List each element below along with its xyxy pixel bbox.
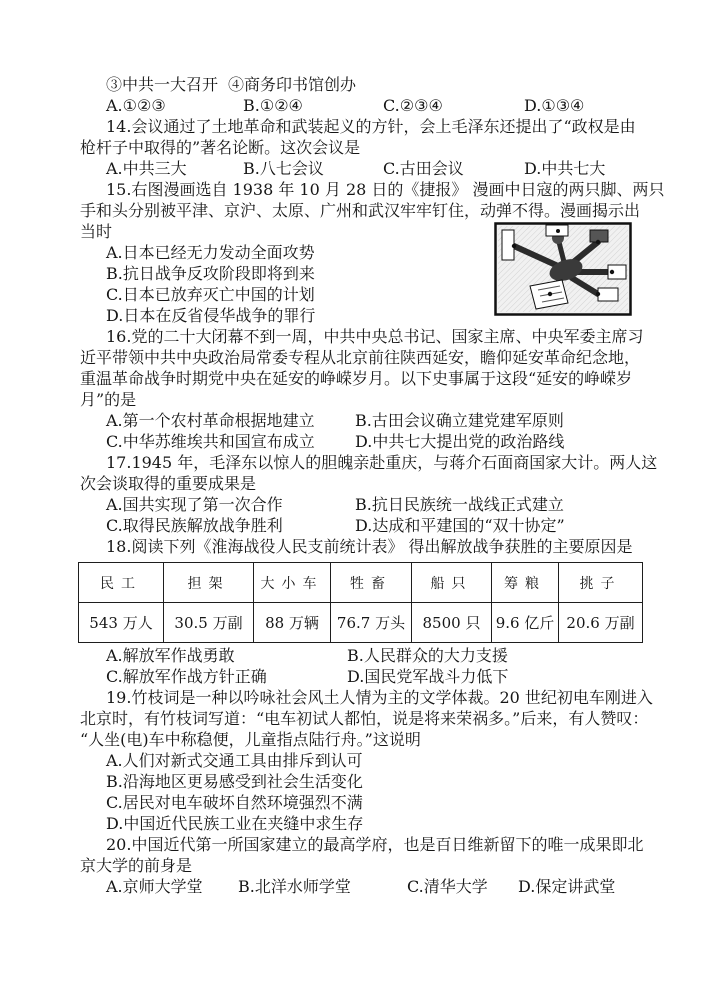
q18-option-b: B.人民群众的大力支援 xyxy=(347,646,508,665)
q16-stem-line-1 xyxy=(0,326,718,347)
q17-option-b: B.抗日民族统一战线正式建立 xyxy=(355,495,564,514)
q19-stem-text-3: “人坐(电)车中称稳便，儿童指点陆行舟。”这说明 xyxy=(80,730,421,749)
q13-option-a: A.①②③ xyxy=(106,96,166,115)
q13-option-c: C.②③④ xyxy=(383,96,443,115)
question-list xyxy=(0,74,718,897)
support-statistics-table-wrapper xyxy=(78,562,642,645)
table-row xyxy=(79,603,643,643)
table-header-cell: 民工 xyxy=(79,563,164,603)
q16-option-a: A.第一个农村革命根据地建立 xyxy=(106,411,315,430)
q19-stem-line-3 xyxy=(0,729,718,750)
q14-option-b: B.八七会议 xyxy=(243,159,324,178)
q19-option-a: A.人们对新式交通工具由排斥到认可 xyxy=(106,751,363,770)
q14-options xyxy=(0,158,718,179)
q19-option-d: D.中国近代民族工业在夹缝中求生存 xyxy=(106,814,364,833)
q15-stem-text-3: 当时 xyxy=(80,222,113,241)
q15-stem-text-2: 手和头分别被平津、京沪、太原、广州和武汉牢牢钉住，动弹不得。漫画揭示出 xyxy=(80,201,641,220)
q19-stem-text-1: 19.竹枝词是一种以吟咏社会风土人情为主的文学体裁。20 世纪初电车刚进入 xyxy=(106,688,653,707)
q14-stem-text-2: 枪杆子中取得的”著名论断。这次会议是 xyxy=(80,138,361,157)
q18-option-d: D.国民党军战斗力低下 xyxy=(347,667,509,686)
q15-stem-line-1 xyxy=(0,179,718,200)
q18-stem-line-1 xyxy=(0,536,718,557)
q20-option-d: D.保定讲武堂 xyxy=(518,877,616,896)
q20-options xyxy=(0,876,718,897)
q17-option-a: A.国共实现了第一次合作 xyxy=(106,495,283,514)
q15-option-b: B.抗日战争反攻阶段即将到来 xyxy=(106,264,315,283)
table-cell: 20.6 万副 xyxy=(559,603,643,643)
q16-stem-text-3: 重温革命战争时期党中央在延安的峥嵘岁月。以下史事属于这段“延安的峥嵘岁 xyxy=(80,369,633,388)
table-header-cell: 船只 xyxy=(412,563,492,603)
q17-stem-text-2: 次会谈取得的重要成果是 xyxy=(80,474,257,493)
q15-stem-line-2 xyxy=(0,200,718,221)
support-statistics-table xyxy=(78,562,643,643)
q19-stem-line-1 xyxy=(0,687,718,708)
q14-option-c: C.古田会议 xyxy=(383,159,464,178)
q20-option-b: B.北洋水师学堂 xyxy=(238,877,351,896)
q15-option-d: D.日本在反省侵华战争的罪行 xyxy=(106,306,316,325)
q18-options-row-1 xyxy=(0,645,718,666)
q14-stem-line-1 xyxy=(0,116,718,137)
table-header-cell: 担架 xyxy=(164,563,254,603)
q17-stem-line-1 xyxy=(0,452,718,473)
q14-stem-line-2 xyxy=(0,137,718,158)
q20-stem-line-1 xyxy=(0,834,718,855)
q16-option-d: D.中共七大提出党的政治路线 xyxy=(355,432,565,451)
q15-cartoon-image xyxy=(494,222,632,316)
table-header-cell: 挑子 xyxy=(559,563,643,603)
q16-stem-text-2: 近平带领中共中央政治局常委专程从北京前往陕西延安，瞻仰延安革命纪念地， xyxy=(80,348,641,367)
q14-stem-text-1: 14.会议通过了土地革命和武装起义的方针，会上毛泽东还提出了“政权是由 xyxy=(106,117,636,136)
q20-option-a: A.京师大学堂 xyxy=(106,877,203,896)
q16-options-row-2 xyxy=(0,431,718,452)
q13-items-line xyxy=(0,74,718,95)
q14-option-d: D.中共七大 xyxy=(524,159,606,178)
q19-option-c-line xyxy=(0,792,718,813)
q15-option-c: C.日本已放弃灭亡中国的计划 xyxy=(106,285,315,304)
q20-stem-text-1: 20.中国近代第一所国家建立的最高学府，也是百日维新留下的唯一成果即北 xyxy=(106,835,644,854)
q17-option-d: D.达成和平建国的“双十协定” xyxy=(355,516,565,535)
q19-option-a-line xyxy=(0,750,718,771)
q16-stem-text-4: 月”的是 xyxy=(80,390,137,409)
q19-option-b: B.沿海地区更易感受到社会生活变化 xyxy=(106,772,363,791)
table-cell: 76.7 万头 xyxy=(331,603,412,643)
q16-stem-line-4 xyxy=(0,389,718,410)
q13-option-b: B.①②④ xyxy=(243,96,303,115)
q13-option-d: D.①③④ xyxy=(524,96,585,115)
q16-options-row-1 xyxy=(0,410,718,431)
q13-options xyxy=(0,95,718,116)
table-cell: 88 万辆 xyxy=(254,603,331,643)
q19-stem-line-2 xyxy=(0,708,718,729)
q13-item-3: ③中共一大召开 xyxy=(106,75,219,94)
q15-option-a: A.日本已经无力发动全面攻势 xyxy=(106,243,315,262)
q19-stem-text-2: 北京时，有竹枝词写道：“电车初试人都怕，说是将来荣祸多。”后来，有人赞叹： xyxy=(80,709,649,728)
q17-stem-text-1: 17.1945 年，毛泽东以惊人的胆魄亲赴重庆，与蒋介石面商国家大计。两人这 xyxy=(106,453,658,472)
table-header-cell: 大小车 xyxy=(254,563,331,603)
q17-options-row-1 xyxy=(0,494,718,515)
q18-stem-text-1: 18.阅读下列《淮海战役人民支前统计表》 得出解放战争获胜的主要原因是 xyxy=(106,537,633,556)
q19-option-d-line xyxy=(0,813,718,834)
q20-stem-line-2 xyxy=(0,855,718,876)
q16-option-b: B.古田会议确立建党建军原则 xyxy=(355,411,564,430)
table-cell: 8500 只 xyxy=(412,603,492,643)
q15-stem-text-1: 15.右图漫画选自 1938 年 10 月 28 日的《捷报》 漫画中日寇的两只脚、两只 xyxy=(106,180,665,199)
q13-item-4: ④商务印书馆创办 xyxy=(228,75,357,94)
q14-option-a: A.中共三大 xyxy=(106,159,187,178)
q17-option-c: C.取得民族解放战争胜利 xyxy=(106,516,283,535)
q19-option-b-line xyxy=(0,771,718,792)
q16-stem-text-1: 16.党的二十大闭幕不到一周，中共中央总书记、国家主席、中央军委主席习 xyxy=(106,327,644,346)
q16-stem-line-3 xyxy=(0,368,718,389)
q18-options-row-2 xyxy=(0,666,718,687)
q18-option-a: A.解放军作战勇敢 xyxy=(106,646,235,665)
table-cell: 30.5 万副 xyxy=(164,603,254,643)
table-header-cell: 牲畜 xyxy=(331,563,412,603)
q17-options-row-2 xyxy=(0,515,718,536)
q20-option-c: C.清华大学 xyxy=(407,877,488,896)
table-header-row xyxy=(79,563,643,603)
q17-stem-line-2 xyxy=(0,473,718,494)
q20-stem-text-2: 京大学的前身是 xyxy=(80,856,193,875)
q16-stem-line-2 xyxy=(0,347,718,368)
table-cell: 9.6 亿斤 xyxy=(492,603,559,643)
table-header-cell: 筹粮 xyxy=(492,563,559,603)
table-cell: 543 万人 xyxy=(79,603,164,643)
q19-option-c: C.居民对电车破坏自然环境强烈不满 xyxy=(106,793,363,812)
q16-option-c: C.中华苏维埃共和国宣布成立 xyxy=(106,432,315,451)
q18-option-c: C.解放军作战方针正确 xyxy=(106,667,267,686)
